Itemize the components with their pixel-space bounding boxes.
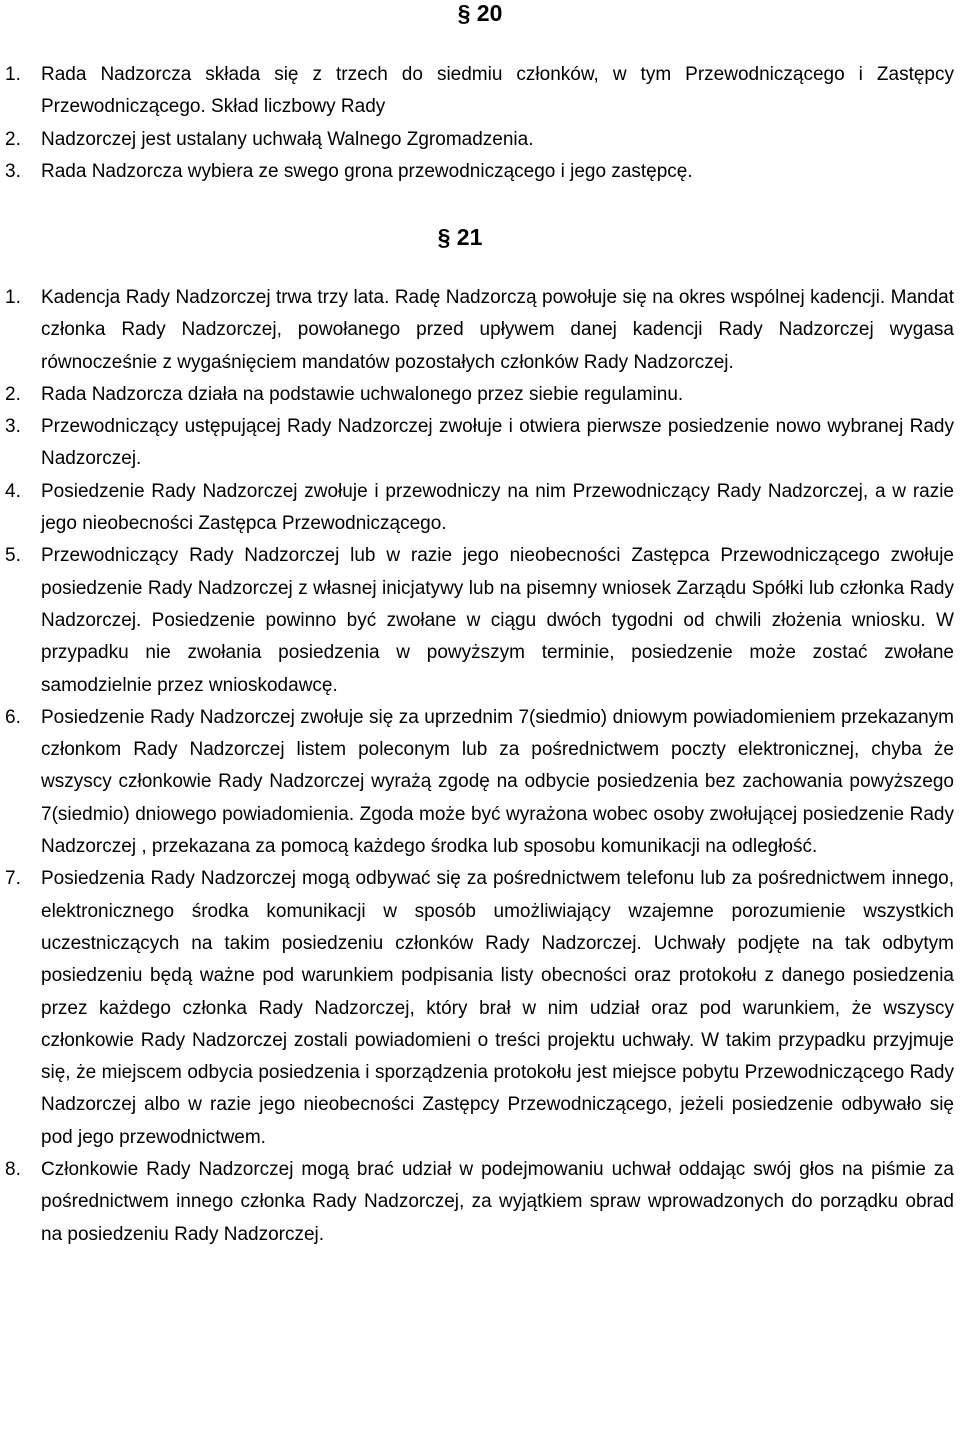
item-number: 2.	[5, 383, 21, 405]
section-21-list	[0, 282, 960, 1251]
section-21-item-4	[0, 476, 960, 541]
section-21-item-6	[0, 702, 960, 863]
item-number: 3.	[5, 160, 21, 182]
section-21-item-7	[0, 863, 960, 1154]
item-number: 6.	[5, 706, 21, 728]
section-20-item-2	[0, 124, 960, 156]
section-21-item-8	[0, 1154, 960, 1251]
item-text: Rada Nadzorcza wybiera ze swego grona przewodniczącego i jego zastępcę.	[41, 160, 693, 182]
section-21-heading-text: § 21	[437, 224, 483, 250]
section-21-item-3	[0, 411, 960, 476]
section-20-heading-text: § 20	[457, 0, 503, 26]
item-number: 2.	[5, 128, 21, 150]
section-20-list	[0, 59, 960, 188]
item-text: Przewodniczący Rady Nadzorczej lub w razie jego nieobecności Zastępca Przewodniczącego zwołuje posiedzenie Rady Nadzorczej z własnej inicjatywy lub na pisemny wniosek Zarządu Spółki lub członka Rady Nadzorczej. Posiedzenie powinno być zwołane w ciągu dwóch tygodni od chwili złożenia wniosku. W przypadku nie zwołania posiedzenia w powyższym terminie, posiedzenie może zostać zwołane samodzielnie przez wnioskodawcę.	[41, 545, 954, 696]
section-20-item-1	[0, 59, 960, 124]
item-text: Posiedzenie Rady Nadzorczej zwołuje i przewodniczy na nim Przewodniczący Rady Nadzorczej, a w razie jego nieobecności Zastępca Przewodniczącego.	[41, 480, 954, 535]
item-text: Rada Nadzorcza działa na podstawie uchwalonego przez siebie regulaminu.	[41, 383, 684, 405]
section-21-item-5	[0, 540, 960, 701]
item-number: 4.	[5, 480, 21, 502]
section-20-heading	[0, 0, 960, 26]
item-text: Kadencja Rady Nadzorczej trwa trzy lata. Radę Nadzorczą powołuje się na okres wspólnej kadencji. Mandat członka Rady Nadzorczej, powołanego przed upływem danej kadencji Rady Nadzorczej wygasa równocześnie z wygaśnięciem mandatów pozostałych członków Rady Nadzorczej.	[41, 287, 954, 373]
section-21-heading	[0, 224, 960, 250]
item-number: 3.	[5, 416, 21, 438]
item-number: 8.	[5, 1159, 21, 1181]
item-number: 1.	[5, 287, 21, 308]
section-21-item-1	[0, 282, 960, 379]
item-text: Przewodniczący ustępującej Rady Nadzorczej zwołuje i otwiera pierwsze posiedzenie nowo wybranej Rady Nadzorczej.	[41, 416, 954, 470]
item-text: Posiedzenie Rady Nadzorczej zwołuje się za uprzednim 7(siedmio) dniowym powiadomieniem przekazanym członkom Rady Nadzorczej listem poleconym lub za pośrednictwem poczty elektronicznej, chyba że wszyscy członkowie Rady Nadzorczej wyrażą zgodę na odbycie posiedzenia bez zachowania powyższego 7(siedmio) dniowego powiadomienia. Zgoda może być wyrażona wobec osoby zwołującej posiedzenie Rady Nadzorczej , przekazana za pomocą każdego środka lub sposobu komunikacji na odległość.	[41, 706, 954, 858]
section-21-item-2	[0, 379, 960, 411]
section-20-item-3	[0, 156, 960, 188]
item-text: Nadzorczej jest ustalany uchwałą Walnego Zgromadzenia.	[41, 128, 534, 150]
item-number: 5.	[5, 545, 21, 567]
item-text: Rada Nadzorcza składa się z trzech do siedmiu członków, w tym Przewodniczącego i Zastępcy Przewodniczącego. Skład liczbowy Rady	[41, 64, 954, 118]
item-text: Członkowie Rady Nadzorczej mogą brać udział w podejmowaniu uchwał oddając swój głos na piśmie za pośrednictwem innego członka Rady Nadzorczej, za wyjątkiem spraw wprowadzonych do porządku obrad na posiedzeniu Rady Nadzorczej.	[41, 1159, 954, 1245]
item-number: 1.	[5, 64, 21, 85]
item-text: Posiedzenia Rady Nadzorczej mogą odbywać się za pośrednictwem telefonu lub za pośrednictwem innego, elektronicznego środka komunikacji w sposób umożliwiający wzajemne porozumienie wszystkich uczestniczących na takim posiedzeniu członków Rady Nadzorczej. Uchwały podjęte na tak odbytym posiedzeniu będą ważne pod warunkiem podpisania listy obecności oraz protokołu z danego posiedzenia przez każdego członka Rady Nadzorczej, który brał w nim udział oraz pod warunkiem, że wszyscy członkowie Rady Nadzorczej zostali powiadomieni o treści projektu uchwały. W takim przypadku przyjmuje się, że miejscem odbycia posiedzenia i sporządzenia protokołu jest miejsce pobytu Przewodniczącego Rady Nadzorczej albo w razie jego nieobecności Zastępcy Przewodniczącego, jeżeli posiedzenie odbywało się pod jego przewodnictwem.	[41, 868, 954, 1148]
item-number: 7.	[5, 868, 21, 890]
